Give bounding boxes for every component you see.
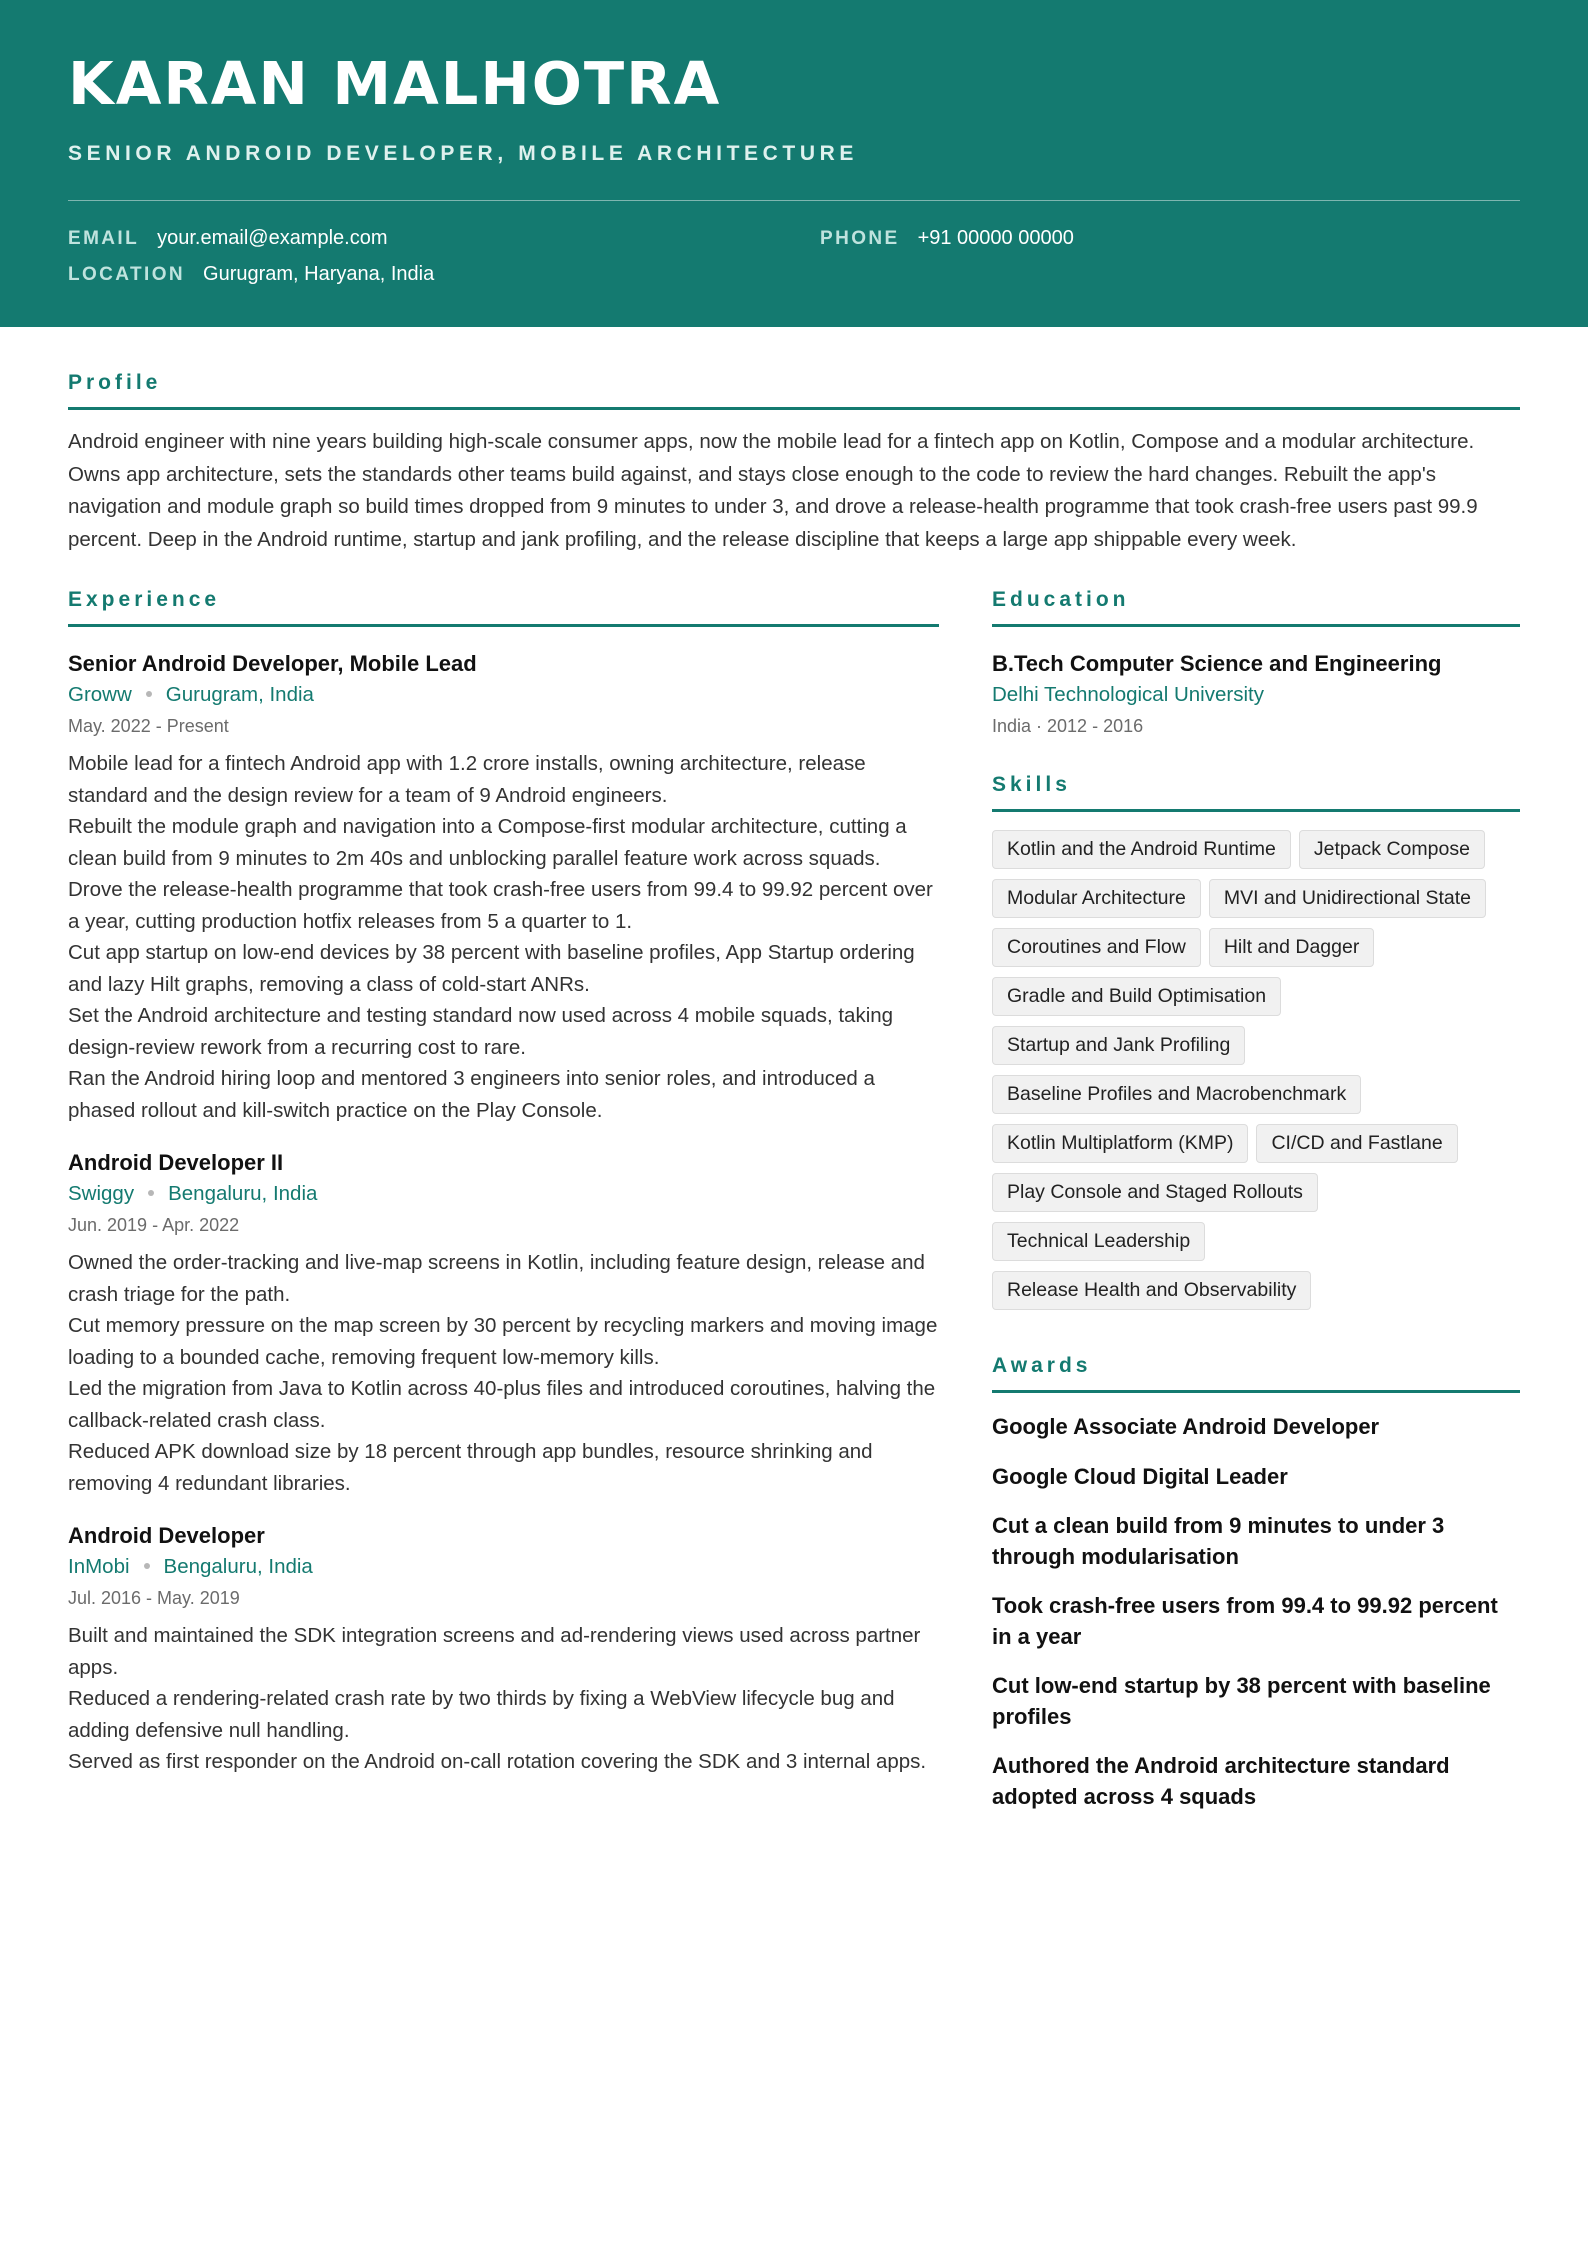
skill-chip: CI/CD and Fastlane bbox=[1256, 1124, 1457, 1163]
award-item: Took crash-free users from 99.4 to 99.92 percent in a year bbox=[992, 1593, 1498, 1649]
skill-chip: Kotlin Multiplatform (KMP) bbox=[992, 1124, 1248, 1163]
award-item: Cut low-end startup by 38 percent with baseline profiles bbox=[992, 1673, 1491, 1729]
job-title: Android Developer bbox=[68, 1523, 265, 1548]
job-meta bbox=[68, 679, 939, 711]
job-entry bbox=[68, 1148, 939, 1499]
award-item: Cut a clean build from 9 minutes to under 3 through modularisation bbox=[992, 1513, 1445, 1569]
sidebar-column bbox=[992, 588, 1520, 1812]
job-meta bbox=[68, 1178, 939, 1210]
job-bullet: Built and maintained the SDK integration screens and ad-rendering views used across partner apps. bbox=[68, 1624, 921, 1679]
job-location: Bengaluru, India bbox=[163, 1555, 313, 1578]
skill-chip: Modular Architecture bbox=[992, 879, 1201, 918]
company-name: Groww bbox=[68, 683, 132, 706]
job-bullet: Drove the release-health programme that took crash-free users from 99.4 to 99.92 percent over a year, cutting production hotfix releases from 5 a quarter to 1. bbox=[68, 878, 933, 933]
separator-dot bbox=[148, 1190, 154, 1196]
skill-chip: Gradle and Build Optimisation bbox=[992, 977, 1281, 1016]
job-bullets bbox=[68, 1620, 939, 1778]
awards-section bbox=[992, 1354, 1520, 1812]
job-bullet: Set the Android architecture and testing standard now used across 4 mobile squads, taking design-review rework from a recurring cost to rare. bbox=[68, 1004, 894, 1059]
job-bullet: Ran the Android hiring loop and mentored 3 engineers into senior roles, and introduced a phased rollout and kill-switch practice on the Play Console. bbox=[68, 1067, 875, 1122]
job-bullets bbox=[68, 1247, 939, 1499]
experience-title: Experience bbox=[68, 588, 939, 627]
awards-list bbox=[992, 1412, 1520, 1812]
job-bullet: Reduced APK download size by 18 percent through app bundles, resource shrinking and removing 4 redundant libraries. bbox=[68, 1440, 873, 1495]
skill-chip: Release Health and Observability bbox=[992, 1271, 1311, 1310]
separator-dot bbox=[146, 691, 152, 697]
profile-section bbox=[68, 371, 1520, 556]
candidate-name: KARAN MALHOTRA bbox=[68, 49, 722, 118]
header-divider bbox=[68, 200, 1520, 201]
email-label: EMAIL bbox=[68, 228, 140, 249]
school: Delhi Technological University bbox=[992, 683, 1264, 706]
headline: SENIOR ANDROID DEVELOPER, MOBILE ARCHITECTURE bbox=[68, 142, 858, 165]
job-bullet: Led the migration from Java to Kotlin across 40-plus files and introduced coroutines, halving the callback-related crash class. bbox=[68, 1377, 936, 1432]
resume-header bbox=[0, 0, 1588, 327]
job-location: Gurugram, India bbox=[165, 683, 314, 706]
location-label: LOCATION bbox=[68, 264, 186, 285]
skill-chip: Startup and Jank Profiling bbox=[992, 1026, 1245, 1065]
education-entry bbox=[992, 649, 1520, 741]
job-dates: Jul. 2016 - May. 2019 bbox=[68, 1588, 240, 1608]
job-bullet: Cut memory pressure on the map screen by 30 percent by recycling markers and moving image loading to a bounded cache, removing frequent low-memory kills. bbox=[68, 1314, 938, 1369]
resume-body bbox=[0, 371, 1588, 1888]
skills-title: Skills bbox=[992, 773, 1520, 812]
skill-chip: Baseline Profiles and Macrobenchmark bbox=[992, 1075, 1361, 1114]
award-item: Google Cloud Digital Leader bbox=[992, 1463, 1288, 1489]
skill-chip: Jetpack Compose bbox=[1299, 830, 1485, 869]
contact-location bbox=[68, 263, 434, 286]
job-bullet: Mobile lead for a fintech Android app with 1.2 crore installs, owning architecture, release standard and the design review for a team of 9 Android engineers. bbox=[68, 752, 866, 807]
contact-email bbox=[68, 227, 388, 250]
company-name: Swiggy bbox=[68, 1182, 135, 1205]
job-bullet: Reduced a rendering-related crash rate by two thirds by fixing a WebView lifecycle bug and adding defensive null handling. bbox=[68, 1687, 895, 1742]
job-meta bbox=[68, 1551, 939, 1583]
job-title: Senior Android Developer, Mobile Lead bbox=[68, 651, 477, 676]
skill-chip: Hilt and Dagger bbox=[1209, 928, 1375, 967]
job-location: Bengaluru, India bbox=[168, 1182, 318, 1205]
company-name: InMobi bbox=[68, 1555, 130, 1578]
job-entry bbox=[68, 1521, 939, 1778]
location-value: Gurugram, Haryana, India bbox=[203, 263, 435, 285]
two-column-layout bbox=[68, 588, 1520, 1888]
skill-chip: Technical Leadership bbox=[992, 1222, 1205, 1261]
job-bullet: Owned the order-tracking and live-map screens in Kotlin, including feature design, release and crash triage for the path. bbox=[68, 1251, 925, 1306]
job-bullet: Served as first responder on the Android on-call rotation covering the SDK and 3 internal apps. bbox=[68, 1750, 927, 1773]
education-section bbox=[992, 588, 1520, 741]
job-entry bbox=[68, 649, 939, 1126]
skill-chip: Play Console and Staged Rollouts bbox=[992, 1173, 1318, 1212]
award-item: Google Associate Android Developer bbox=[992, 1414, 1380, 1439]
job-dates: Jun. 2019 - Apr. 2022 bbox=[68, 1215, 240, 1235]
contact-phone bbox=[820, 227, 1074, 250]
profile-text: Android engineer with nine years building high-scale consumer apps, now the mobile lead for a fintech app on Kotlin, Compose and a modular architecture. Owns app architecture, sets the standards other teams build against, and stays close enough to the code to review the hard changes. Rebuilt the app's navigation and module graph so build times dropped from 9 minutes to under 3, and drove a release-health programme that took crash-free users past 99.9 percent. Deep in the Android runtime, startup and jank profiling, and the release discipline that keeps a large app shippable every week. bbox=[68, 430, 1478, 551]
skills-list bbox=[992, 830, 1520, 1310]
degree: B.Tech Computer Science and Engineering bbox=[992, 651, 1442, 676]
job-bullet: Cut app startup on low-end devices by 38 percent with baseline profiles, App Startup ordering and lazy Hilt graphs, removing a class of cold-start ANRs. bbox=[68, 941, 915, 996]
contact-info bbox=[68, 227, 1520, 307]
skills-section bbox=[992, 773, 1520, 1310]
job-list bbox=[68, 649, 939, 1778]
job-bullet: Rebuilt the module graph and navigation into a Compose-first modular architecture, cutting a clean build from 9 minutes to 2m 40s and unblocking parallel feature work across squads. bbox=[68, 815, 907, 870]
experience-section bbox=[68, 588, 939, 1778]
education-title: Education bbox=[992, 588, 1520, 627]
email-value[interactable]: your.email@example.com bbox=[157, 227, 388, 249]
awards-title: Awards bbox=[992, 1354, 1520, 1393]
job-title: Android Developer II bbox=[68, 1150, 284, 1175]
award-item: Authored the Android architecture standard adopted across 4 squads bbox=[992, 1753, 1450, 1809]
skill-chip: Kotlin and the Android Runtime bbox=[992, 830, 1291, 869]
job-bullets bbox=[68, 748, 939, 1126]
profile-title: Profile bbox=[68, 371, 1520, 410]
separator-dot bbox=[144, 1563, 150, 1569]
skill-chip: Coroutines and Flow bbox=[992, 928, 1201, 967]
phone-value[interactable]: +91 00000 00000 bbox=[917, 227, 1074, 249]
job-dates: May. 2022 - Present bbox=[68, 716, 229, 736]
skill-chip: MVI and Unidirectional State bbox=[1209, 879, 1486, 918]
education-meta: India · 2012 - 2016 bbox=[992, 716, 1144, 736]
phone-label: PHONE bbox=[820, 228, 900, 249]
